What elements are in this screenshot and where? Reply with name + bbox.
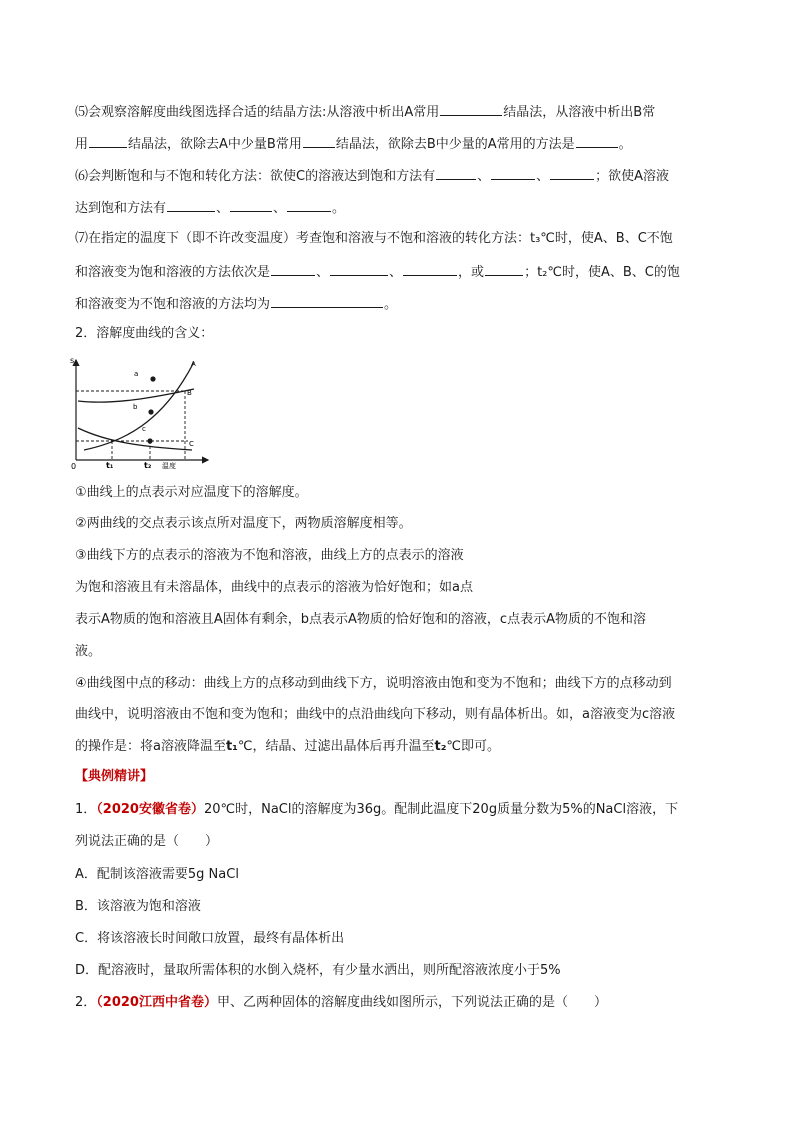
p7-line3 [75, 294, 725, 314]
p7-line2 [75, 262, 725, 282]
curve-a-label: A [191, 360, 196, 368]
answer-blank[interactable] [485, 262, 523, 276]
separator: 、 [389, 265, 403, 280]
q2-line1 [75, 994, 725, 1012]
p7-text-b: 和溶液变为饱和溶液的方法依次是 [75, 265, 271, 280]
separator: 、 [536, 169, 550, 184]
p6-line1 [75, 166, 725, 186]
p7-text-d: ；t₂℃时，使A、B、C的饱 [524, 265, 680, 280]
p7-text-a: ⑺在指定的温度下（即不许改变温度）考查饱和溶液与不饱和溶液的转化方法：t₃℃时，使A、B、C不饱 [75, 231, 673, 246]
q1-line2: 列说法正确的是（ ） [75, 834, 219, 849]
answer-blank[interactable] [330, 262, 388, 276]
point-a-label: a [134, 370, 139, 378]
solubility-curve-svg [62, 354, 212, 472]
meaning-4-line3 [75, 738, 725, 756]
y-axis-label: s [70, 356, 75, 365]
p5-text-e: 结晶法，欲除去B中少量的A常用的方法是 [335, 137, 575, 152]
q1-option-d[interactable]: D．配溶液时，量取所需体积的水倒入烧杯，有少量水洒出，则所配溶液浓度小于5% [75, 963, 561, 978]
meaning-4-text: ℃，结晶、过滤出晶体后再升温至 [237, 739, 435, 754]
meaning-4-line2: 曲线中，说明溶液由不饱和变为饱和；曲线中的点沿曲线向下移动，则有晶体析出。如，a溶液变为c溶液 [75, 707, 676, 722]
p5-line2 [75, 134, 725, 154]
meaning-4-text: 的操作是：将a溶液降温至 [75, 739, 226, 754]
separator: 、 [477, 169, 491, 184]
q2-number: 2． [75, 995, 97, 1010]
meaning-3-line4: 液。 [75, 644, 102, 659]
curve-b-label: B [187, 389, 192, 397]
answer-blank[interactable] [271, 294, 383, 308]
q1-option-c[interactable]: C．将该溶液长时间敞口放置，最终有晶体析出 [75, 931, 345, 946]
t2-tick-label: t₂ [144, 461, 152, 470]
point-c [147, 438, 152, 443]
curve-c-label: C [189, 440, 194, 448]
q1-number: 1． [75, 802, 97, 817]
q2-stem: 甲、乙两种固体的溶解度曲线如图所示，下列说法正确的是（ ） [216, 995, 607, 1010]
meaning-3-line3: 表示A物质的饱和溶液且A固体有剩余，b点表示A物质的恰好饱和的溶液，c点表示A物质的不饱和溶 [75, 612, 646, 627]
meaning-4-text: ℃即可。 [446, 739, 501, 754]
origin-label: 0 [71, 462, 77, 471]
separator: 、 [273, 201, 287, 216]
meaning-1: ①曲线上的点表示对应温度下的溶解度。 [75, 485, 308, 500]
solubility-curve-figure [62, 354, 212, 472]
p6-text-d: 。 [332, 201, 346, 216]
q2-source: （2020江西中省卷） [96, 995, 217, 1010]
p5-text-a: ⑸会观察溶解度曲线图选择合适的结晶方法:从溶液中析出A常用 [75, 105, 440, 120]
answer-blank[interactable] [167, 198, 215, 212]
p7-text-c: ，或 [458, 265, 485, 280]
p5-text-c: 用 [75, 137, 89, 152]
point-a [150, 376, 155, 381]
p6-text-b: ；欲使A溶液 [595, 169, 670, 184]
q1-option-a[interactable]: A．配制该溶液需要5g NaCl [75, 867, 239, 882]
p5-text-f: 。 [618, 137, 632, 152]
answer-blank[interactable] [491, 166, 535, 180]
answer-blank[interactable] [230, 198, 272, 212]
t1-tick-label: t₁ [106, 461, 114, 470]
p5-line1 [75, 102, 725, 122]
q1-stem: 20℃时，NaCl的溶解度为36g。配制此温度下20g质量分数为5%的NaCl溶液，下 [203, 802, 679, 817]
p6-text-a: ⑹会判断饱和与不饱和转化方法：欲使C的溶液达到饱和方法有 [75, 169, 436, 184]
point-b-label: b [133, 403, 138, 411]
answer-blank[interactable] [440, 102, 502, 116]
meaning-2: ②两曲线的交点表示该点所对温度下，两物质溶解度相等。 [75, 516, 412, 531]
p7-line1 [75, 230, 725, 248]
answer-blank[interactable] [271, 262, 315, 276]
x-axis-label: 温度 [162, 462, 176, 470]
separator: 、 [216, 201, 230, 216]
t1-symbol: t₁ [225, 739, 238, 754]
answer-blank[interactable] [576, 134, 618, 148]
answer-blank[interactable] [403, 262, 457, 276]
p7-text-f: 。 [384, 297, 398, 312]
point-b [148, 409, 153, 414]
answer-blank[interactable] [89, 134, 127, 148]
p5-text-d: 结晶法，欲除去A中少量B常用 [128, 137, 302, 152]
q1-option-b[interactable]: B．该溶液为饱和溶液 [75, 899, 201, 914]
q1-line1 [75, 801, 725, 819]
q1-source: （2020安徽省卷） [96, 802, 204, 817]
t2-symbol: t₂ [434, 739, 447, 754]
separator: 、 [316, 265, 330, 280]
section-2-title: 2．溶解度曲线的含义： [75, 326, 214, 341]
p5-text-b: 结晶法，从溶液中析出B常 [503, 105, 656, 120]
meaning-4-line1: ④曲线图中点的移动：曲线上方的点移动到曲线下方，说明溶液由饱和变为不饱和；曲线下方的点移动到 [75, 676, 672, 691]
answer-blank[interactable] [287, 198, 331, 212]
meaning-3-line1: ③曲线下方的点表示的溶液为不饱和溶液，曲线上方的点表示的溶液 [75, 548, 464, 563]
answer-blank[interactable] [436, 166, 476, 180]
meaning-3-line2: 为饱和溶液且有未溶晶体，曲线中的点表示的溶液为恰好饱和；如a点 [75, 580, 473, 595]
answer-blank[interactable] [303, 134, 335, 148]
p7-text-e: 和溶液变为不饱和溶液的方法均为 [75, 297, 271, 312]
point-c-label: c [142, 425, 146, 433]
examples-heading: 【典例精讲】 [75, 769, 154, 784]
p6-text-c: 达到饱和方法有 [75, 201, 167, 216]
answer-blank[interactable] [550, 166, 594, 180]
p6-line2 [75, 198, 725, 218]
